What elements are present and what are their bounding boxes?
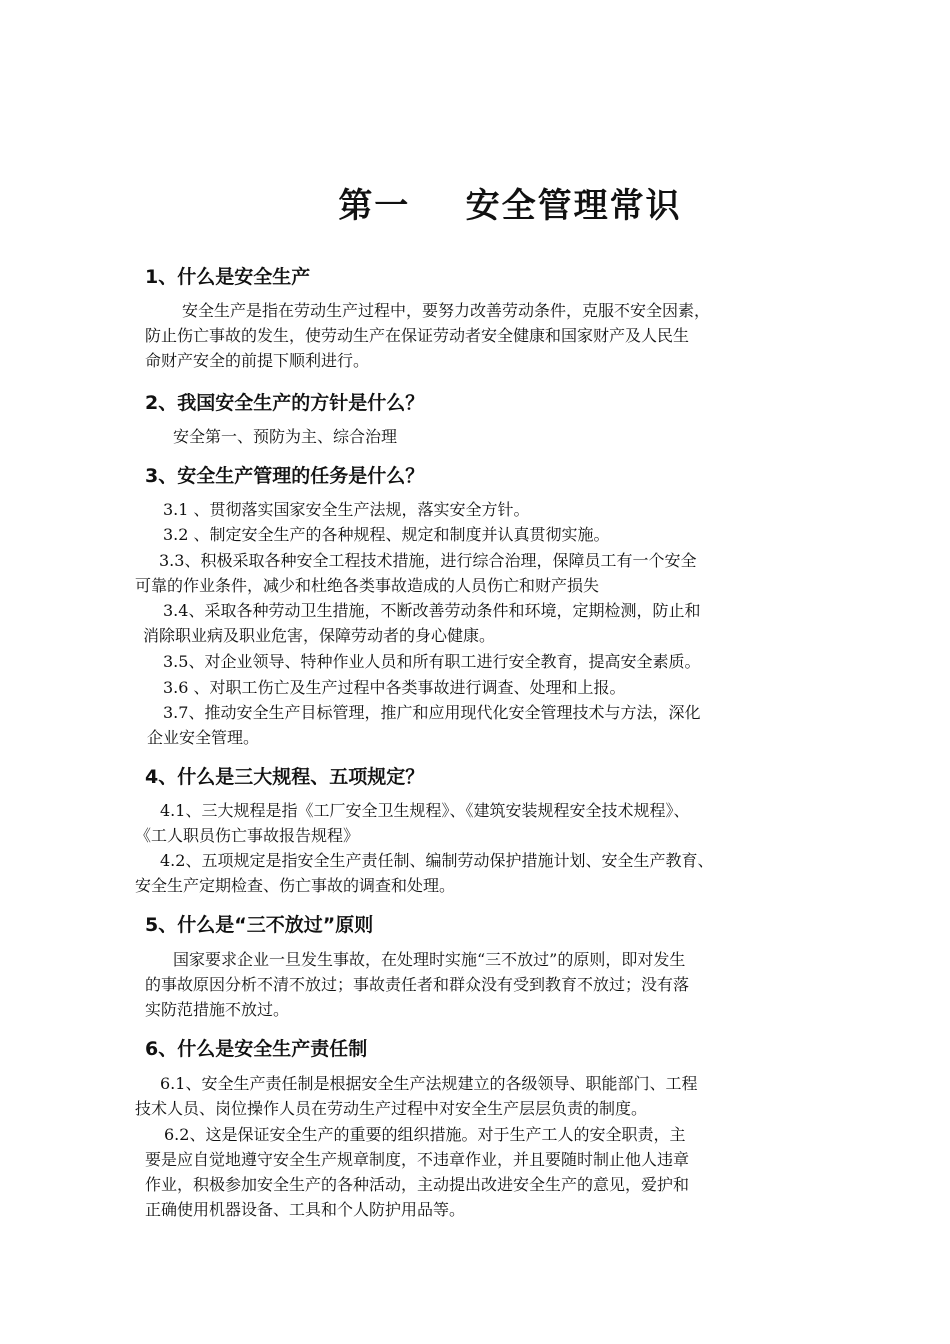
section-1-line-1: 安全生产是指在劳动生产过程中，要努力改善劳动条件，克服不安全因素， bbox=[182, 301, 711, 320]
section-4-heading: 4、什么是三大规程、五项规定？ bbox=[145, 766, 425, 788]
section-6-line-6: 正确使用机器设备、工具和个人防护用品等。 bbox=[145, 1200, 466, 1219]
section-5-heading: 5、什么是“三不放过”原则 bbox=[145, 914, 374, 936]
section-1-heading: 1、什么是安全生产 bbox=[145, 266, 311, 288]
section-3-line-6: 消除职业病及职业危害，保障劳动者的身心健康。 bbox=[143, 626, 496, 645]
page-title: 第一 安全管理常识 bbox=[338, 186, 682, 226]
section-1-line-3: 命财产安全的前提下顺利进行。 bbox=[145, 351, 370, 370]
section-6-line-5: 作业，积极参加安全生产的各种活动，主动提出改进安全生产的意见，爱护和 bbox=[145, 1175, 690, 1194]
section-2-line-1: 安全第一、预防为主、综合治理 bbox=[173, 427, 398, 446]
section-3-line-5: 3.4、采取各种劳动卫生措施，不断改善劳动条件和环境，定期检测，防止和 bbox=[163, 601, 701, 620]
section-5-line-1: 国家要求企业一旦发生事故，在处理时实施“三不放过”的原则，即对发生 bbox=[173, 950, 686, 969]
section-3-line-2: 3.2 、制定安全生产的各种规程、规定和制度并认真贯彻实施。 bbox=[163, 525, 610, 544]
section-4-line-4: 安全生产定期检查、伤亡事故的调查和处理。 bbox=[135, 876, 456, 895]
section-6-line-3: 6.2、这是保证安全生产的重要的组织措施。对于生产工人的安全职责，主 bbox=[164, 1125, 686, 1144]
section-6-line-1: 6.1、安全生产责任制是根据安全生产法规建立的各级领导、职能部门、工程 bbox=[160, 1074, 698, 1093]
section-3-line-1: 3.1 、贯彻落实国家安全生产法规，落实安全方针。 bbox=[163, 500, 530, 519]
section-4-line-3: 4.2、五项规定是指安全生产责任制、编制劳动保护措施计划、安全生产教育、 bbox=[160, 851, 714, 870]
section-1-line-2: 防止伤亡事故的发生，使劳动生产在保证劳动者安全健康和国家财产及人民生 bbox=[145, 326, 690, 345]
section-3-line-4: 可靠的作业条件，减少和杜绝各类事故造成的人员伤亡和财产损失 bbox=[135, 576, 600, 595]
section-6-heading: 6、什么是安全生产责任制 bbox=[145, 1038, 368, 1060]
section-3-line-9: 3.7、推动安全生产目标管理，推广和应用现代化安全管理技术与方法，深化 bbox=[163, 703, 701, 722]
section-6-line-2: 技术人员、岗位操作人员在劳动生产过程中对安全生产层层负责的制度。 bbox=[135, 1099, 648, 1118]
section-6-line-4: 要是应自觉地遵守安全生产规章制度，不违章作业，并且要随时制止他人违章 bbox=[145, 1150, 690, 1169]
section-3-line-8: 3.6 、对职工伤亡及生产过程中各类事故进行调查、处理和上报。 bbox=[163, 678, 626, 697]
section-2-heading: 2、我国安全生产的方针是什么？ bbox=[145, 392, 425, 414]
section-5-line-3: 实防范措施不放过。 bbox=[145, 1000, 290, 1019]
section-3-line-3: 3.3、积极采取各种安全工程技术措施，进行综合治理，保障员工有一个安全 bbox=[159, 551, 697, 570]
section-4-line-1: 4.1、三大规程是指《工厂安全卫生规程》、《建筑安装规程安全技术规程》、 bbox=[160, 801, 690, 820]
section-3-line-10: 企业安全管理。 bbox=[147, 728, 260, 747]
section-5-line-2: 的事故原因分析不清不放过；事故责任者和群众没有受到教育不放过；没有落 bbox=[145, 975, 690, 994]
section-3-line-7: 3.5、对企业领导、特种作业人员和所有职工进行安全教育，提高安全素质。 bbox=[163, 652, 701, 671]
section-4-line-2: 《工人职员伤亡事故报告规程》 bbox=[135, 826, 360, 845]
section-3-heading: 3、安全生产管理的任务是什么？ bbox=[145, 465, 425, 487]
